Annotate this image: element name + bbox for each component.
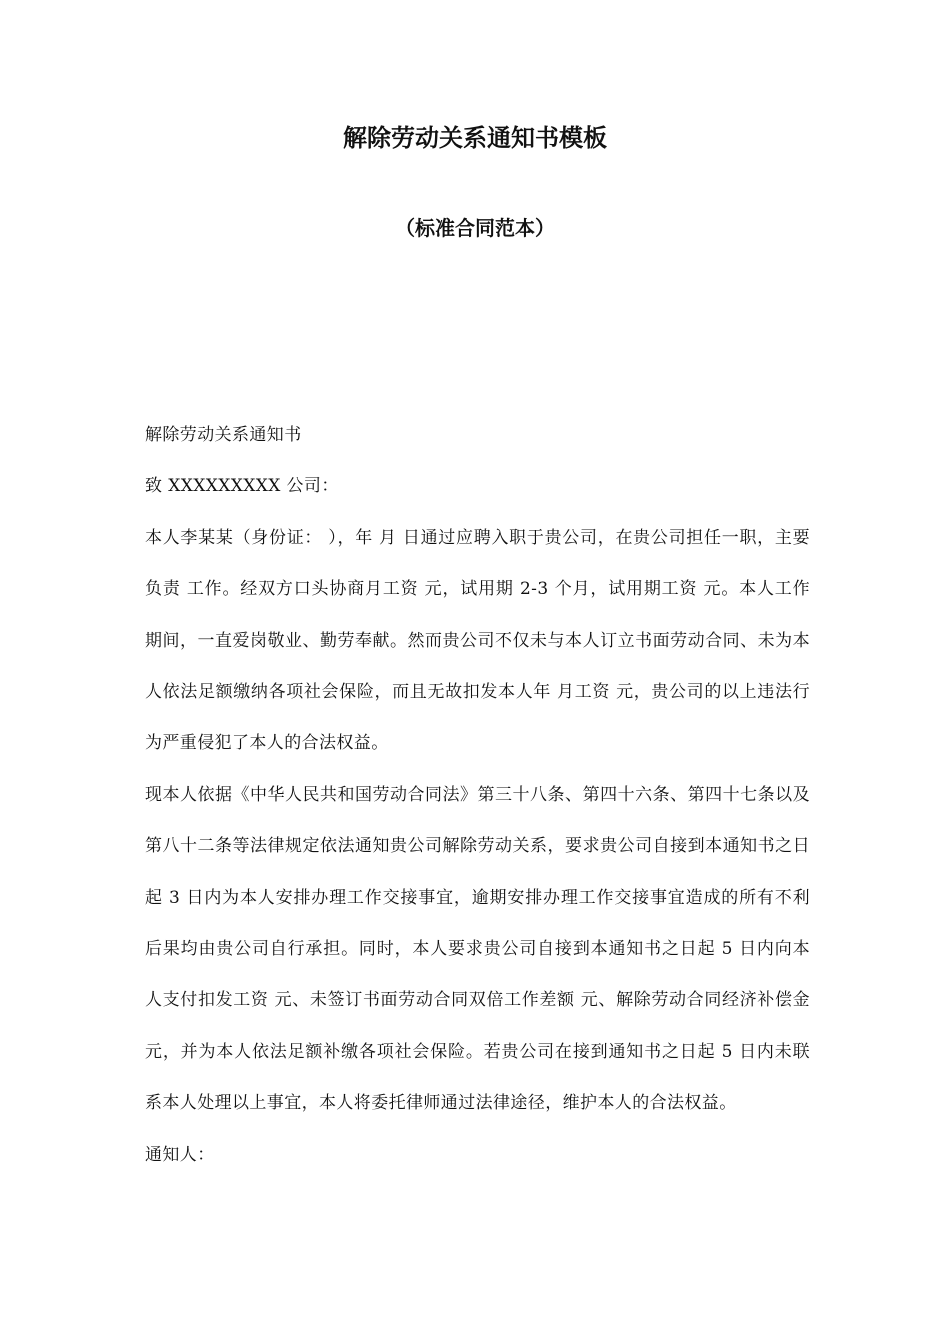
document-subtitle: （标准合同范本） [395, 216, 555, 240]
document-body [145, 410, 810, 1181]
document-title: 解除劳动关系通知书模板 [343, 124, 607, 152]
addressee-line: 致 XXXXXXXXX 公司： [145, 476, 339, 497]
paragraph-employment-facts: 本人李某某（身份证： ），年 月 日通过应聘入职于贵公司，在贵公司担任一职，主要负责 工作。经双方口头协商月工资 元，试用期 2-3 个月，试用期工资 元。本人工作期间，一直爱岗敬业、勤劳奉献。然而贵公司不仅未与本人订立书面劳动合同、未为本人依法足额缴纳各项社会保险，而且无故扣发本人年 月工资 元，贵公司的以上违法行为严重侵犯了本人的合法权益。 [145, 527, 810, 754]
paragraph-termination-demands: 现本人依据《中华人民共和国劳动合同法》第三十八条、第四十六条、第四十七条以及第八十二条等法律规定依法通知贵公司解除劳动关系，要求贵公司自接到本通知书之日起 3 日内为本人安排办理工作交接事宜，逾期安排办理工作交接事宜造成的所有不利后果均由贵公司自行承担。同时，本人要求贵公司自接到本通知书之日起 5 日内向本人支付扣发工资 元、未签订书面劳动合同双倍工作差额 元、解除劳动合同经济补偿金 元，并为本人依法足额补缴各项社会保险。若贵公司在接到通知书之日起 5 日内未联系本人处理以上事宜，本人将委托律师通过法律途径，维护本人的合法权益。 [145, 784, 810, 1114]
signature-label: 通知人： [145, 1144, 215, 1165]
notice-heading: 解除劳动关系通知书 [145, 425, 302, 445]
